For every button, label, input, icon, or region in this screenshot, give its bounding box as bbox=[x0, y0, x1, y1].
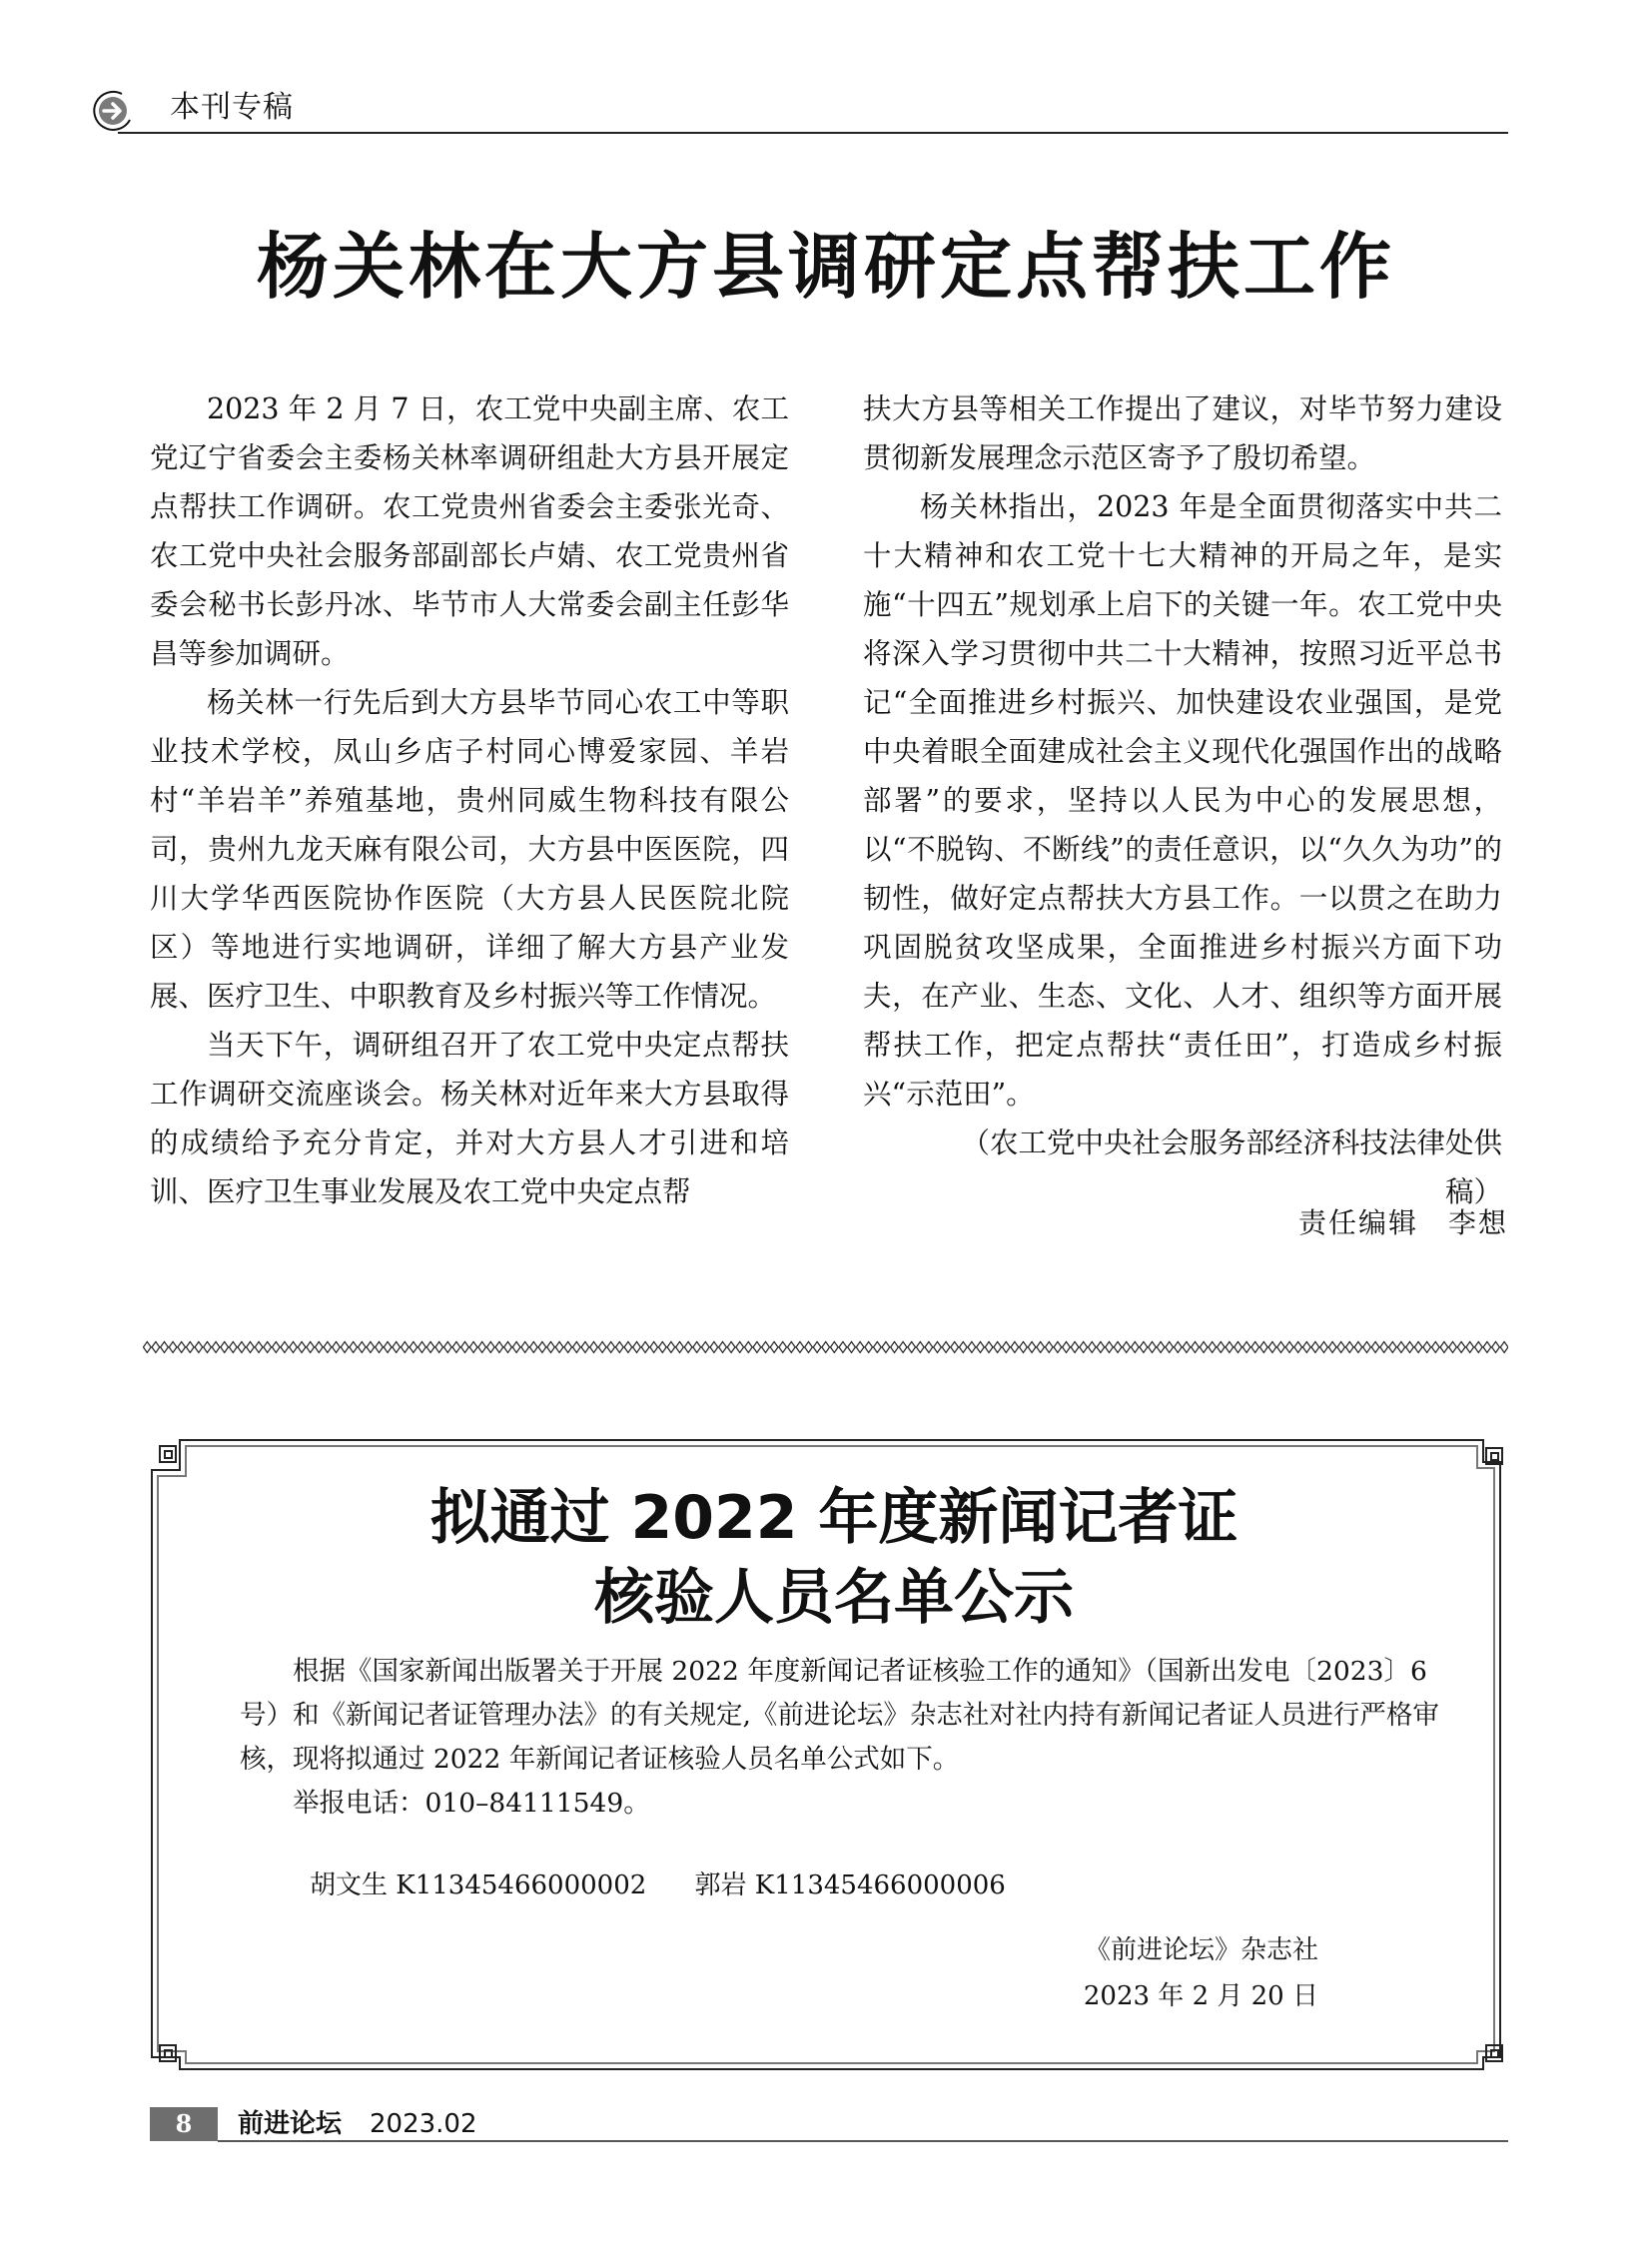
responsible-editor: 责任编辑 李想 bbox=[1297, 1206, 1508, 1239]
name-entry: 郭岩 K11345466000006 bbox=[694, 1870, 1006, 1900]
footer-rule bbox=[218, 2140, 1508, 2142]
article-paragraph: 2023 年 2 月 7 日，农工党中央副主席、农工党辽宁省委会主委杨关林率调研组赴大方县开展定点帮扶工作调研。农工党贵州省委会主委张光奇、农工党中央社会服务部副部长卢婧、农工党贵州省委会秘书长彭丹冰、毕节市人大常委会副主任彭华昌等参加调研。 bbox=[150, 392, 789, 670]
notice-body bbox=[240, 1650, 1448, 1826]
notice-title-line1: 拟通过 2022 年度新闻记者证 bbox=[429, 1483, 1239, 1553]
name-list bbox=[310, 1866, 1046, 1905]
notice-box bbox=[130, 1418, 1538, 2077]
article-source: （农工党中央社会服务部经济科技法律处供稿） bbox=[961, 1126, 1502, 1208]
header-rule bbox=[118, 132, 1508, 134]
signature-org: 《前进论坛》杂志社 bbox=[1084, 1935, 1318, 1965]
article-column-left bbox=[150, 384, 789, 1216]
arrow-right-circle-icon bbox=[92, 90, 134, 132]
article-paragraph: 当天下午，调研组召开了农工党中央定点帮扶工作调研交流座谈会。杨关林对近年来大方县取得的成绩给予充分肯定，并对大方县人才引进和培训、医疗卫生事业发展及农工党中央定点帮 bbox=[150, 1029, 789, 1208]
article-paragraph: 杨关林一行先后到大方县毕节同心农工中等职业技术学校，凤山乡店子村同心博爱家园、羊岩村“羊岩羊”养殖基地，贵州同威生物科技有限公司，贵州九龙天麻有限公司，大方县中医医院，四川大学华西医院协作医院（大方县人民医院北院区）等地进行实地调研，详细了解大方县产业发展、医疗卫生、中职教育及乡村振兴等工作情况。 bbox=[150, 686, 789, 1013]
signature-date: 2023 年 2 月 20 日 bbox=[1083, 1981, 1318, 2011]
magazine-name: 前进论坛 bbox=[238, 2109, 343, 2139]
section-header bbox=[88, 86, 1508, 134]
article-paragraph: 扶大方县等相关工作提出了建议，对毕节努力建设贯彻新发展理念示范区寄予了殷切希望。 bbox=[863, 392, 1502, 474]
page-footer bbox=[150, 2107, 1508, 2143]
notice-title-line2: 核验人员名单公示 bbox=[594, 1563, 1074, 1633]
section-label: 本刊专稿 bbox=[170, 90, 294, 125]
page-number: 8 bbox=[150, 2107, 218, 2141]
article-paragraph: 杨关林指出，2023 年是全面贯彻落实中共二十大精神和农工党十七大精神的开局之年，是实施“十四五”规划承上启下的关键一年。农工党中央将深入学习贯彻中共二十大精神，按照习近平总书记“全面推进乡村振兴、加快建设农业强国，是党中央着眼全面建成社会主义现代化强国作出的战略部署”的要求，坚持以人民为中心的发展思想，以“不脱钩、不断线”的责任意识，以“久久为功”的韧性，做好定点帮扶大方县工作。一以贯之在助力巩固脱贫攻坚成果，全面推进乡村振兴方面下功夫，在产业、生态、文化、人才、组织等方面开展帮扶工作，把定点帮扶“责任田”，打造成乡村振兴“示范田”。 bbox=[863, 490, 1502, 1111]
issue-number: 2023.02 bbox=[370, 2109, 477, 2139]
article-title: 杨关林在大方县调研定点帮扶工作 bbox=[256, 225, 1395, 309]
notice-signature bbox=[1084, 1927, 1318, 2019]
notice-paragraph: 根据《国家新闻出版署关于开展 2022 年度新闻记者证核验工作的通知》（国新出发电〔2023〕6 号）和《新闻记者证管理办法》的有关规定,《前进论坛》杂志社对社内持有新闻记者证人员进行严格审核，现将拟通过 2022 年新闻记者证核验人员名单公式如下。 bbox=[240, 1656, 1439, 1775]
article-column-right bbox=[863, 384, 1502, 1216]
report-phone: 举报电话：010–84111549。 bbox=[293, 1788, 650, 1819]
name-entry: 胡文生 K11345466000002 bbox=[310, 1870, 647, 1900]
diamond-divider bbox=[143, 1340, 1508, 1354]
